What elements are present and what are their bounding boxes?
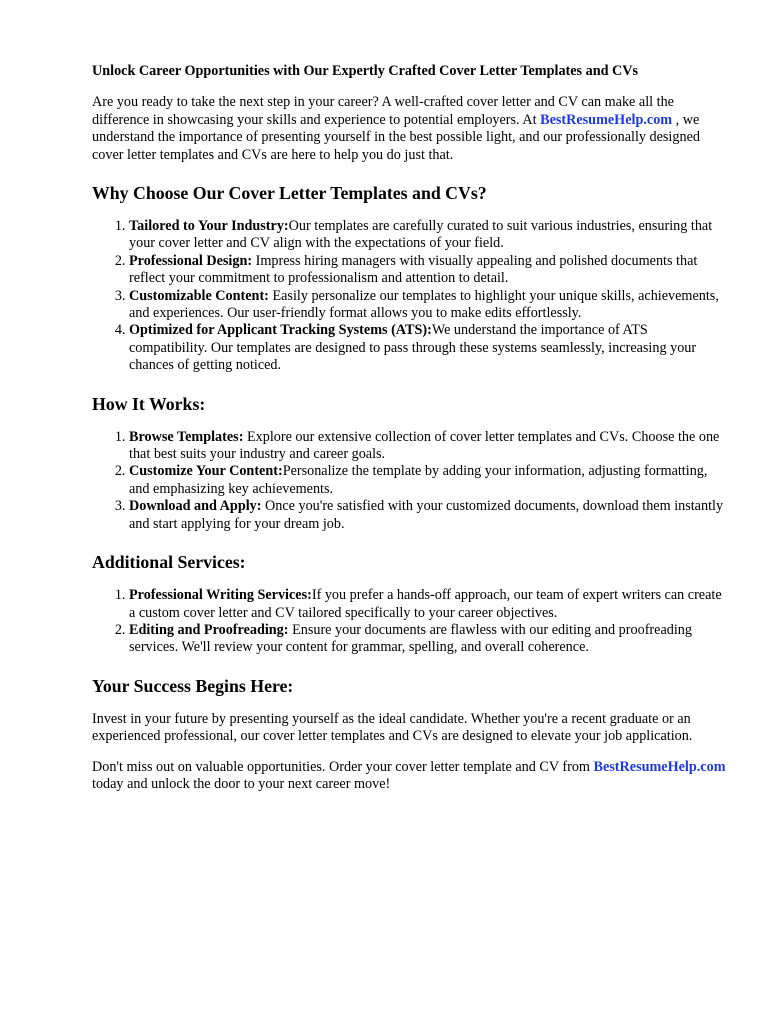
list-item: [129, 429, 728, 464]
list-item: [129, 288, 728, 323]
list-item: [129, 622, 728, 657]
order-paragraph: [92, 759, 728, 794]
list-item-text: Explore our extensive collection of cover letter templates and CVs. Choose the one that best suits your industry and career goals.: [129, 428, 720, 463]
list-item-text: Easily personalize our templates to highlight your unique skills, achievements, and experiences. Our user-friendly format allows you to make edits effortlessly.: [129, 287, 719, 322]
intro-site-link[interactable]: BestResumeHelp.com: [540, 111, 673, 128]
order-text-after-link: today and unlock the door to your next career move!: [92, 776, 391, 793]
success-heading: Your Success Begins Here:: [92, 675, 294, 696]
how-it-works-list: [92, 429, 728, 533]
list-item-text: If you prefer a hands-off approach, our team of expert writers can create a custom cover letter and CV tailored specifically to your career objectives.: [129, 587, 722, 621]
list-item-text: Impress hiring managers with visually appealing and polished documents that reflect your commitment to professionalism and attention to detail.: [129, 252, 698, 287]
page-title: Unlock Career Opportunities with Our Expertly Crafted Cover Letter Templates and CVs: [92, 63, 639, 79]
list-item-text: Personalize the template by adding your information, adjusting formatting, and emphasizing key achievements.: [129, 463, 708, 497]
additional-services-list: [92, 587, 728, 657]
how-it-works-heading: How It Works:: [92, 393, 206, 414]
additional-services-heading: Additional Services:: [92, 552, 246, 573]
why-choose-list: [92, 218, 728, 375]
why-choose-heading: Why Choose Our Cover Letter Templates and CVs?: [92, 183, 487, 203]
order-site-link[interactable]: BestResumeHelp.com: [593, 758, 726, 775]
order-text-before-link: Don't miss out on valuable opportunities. Order your cover letter template and CV from: [92, 758, 594, 775]
list-item-bold: Customize Your Content:: [129, 463, 283, 480]
list-item-text: Our templates are carefully curated to suit various industries, ensuring that your cover letter and CV align with the expectations of your field.: [129, 218, 713, 252]
list-item-text: Once you're satisfied with your customized documents, download them instantly and start applying for your dream job.: [129, 498, 724, 532]
list-item-bold: Download and Apply:: [129, 498, 262, 515]
list-item-text: We understand the importance of ATS compatibility. Our templates are designed to pass through these systems seamlessly, increasing your chances of getting noticed.: [129, 322, 697, 374]
list-item-bold: Customizable Content:: [129, 287, 269, 304]
list-item-bold: Professional Writing Services:: [129, 587, 312, 604]
list-item: [129, 218, 728, 253]
list-item: [129, 498, 728, 533]
intro-text-after-link: , we understand the importance of presenting yourself in the best possible light, and our professionally designed cover letter templates and CVs are here to help you do just that.: [92, 111, 700, 163]
list-item-bold: Optimized for Applicant Tracking Systems (ATS):: [129, 322, 432, 339]
list-item-bold: Tailored to Your Industry:: [129, 218, 289, 234]
list-item-bold: Professional Design:: [129, 252, 253, 269]
list-item: [129, 253, 728, 288]
list-item: [129, 322, 728, 374]
list-item-bold: Editing and Proofreading:: [129, 621, 289, 638]
intro-text-before-link: Are you ready to take the next step in your career? A well-crafted cover letter and CV can make all the difference in showcasing your skills and experience to potential employers. At: [92, 94, 674, 128]
list-item-text: Ensure your documents are flawless with our editing and proofreading services. We'll review your content for grammar, spelling, and overall coherence.: [129, 621, 692, 656]
list-item: [129, 463, 728, 498]
list-item: [129, 587, 728, 622]
list-item-bold: Browse Templates:: [129, 428, 244, 445]
success-paragraph: Invest in your future by presenting yourself as the ideal candidate. Whether you're a recent graduate or an experienced professional, our cover letter templates and CVs are designed to elevate your job application.: [92, 710, 693, 745]
intro-paragraph: [92, 94, 728, 164]
